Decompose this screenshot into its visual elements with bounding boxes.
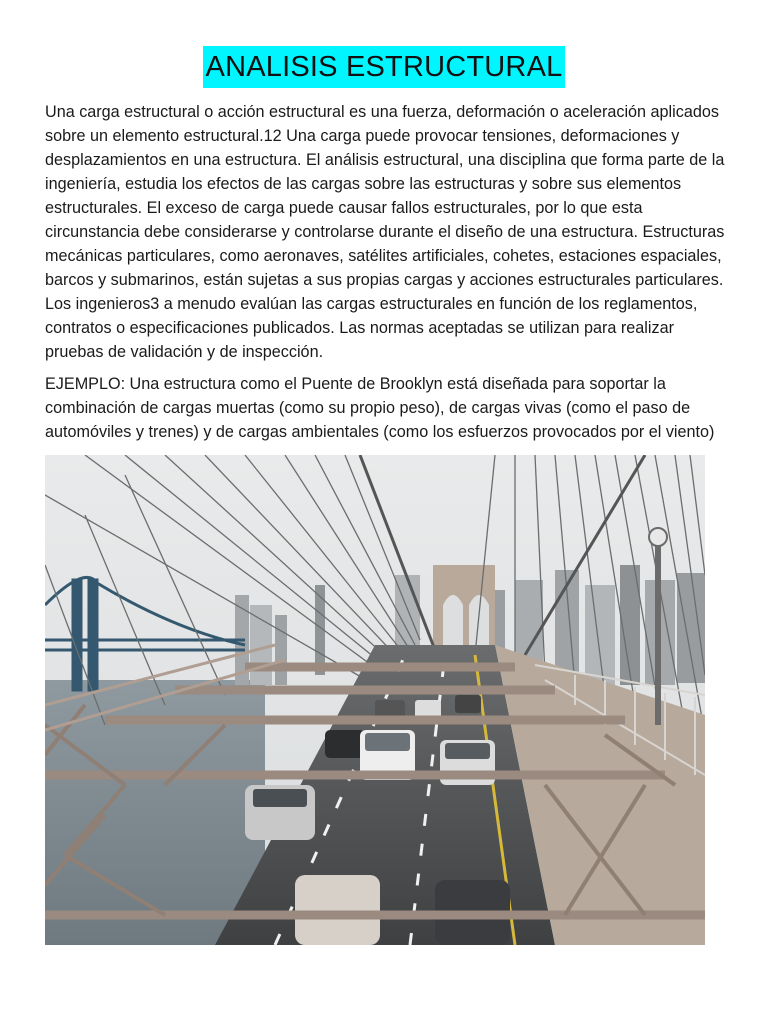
example-paragraph: EJEMPLO: Una estructura como el Puente de Brooklyn está diseñada para soportar la combinación de cargas muertas (como su propio peso), de cargas vivas (como el paso de automóviles y trenes) y de cargas ambientales (como los esfuerzos provocados por el viento) xyxy=(45,375,715,441)
title-container xyxy=(0,46,768,88)
brooklyn-bridge-photo xyxy=(45,455,705,945)
page-title: ANALISIS ESTRUCTURAL xyxy=(203,46,566,88)
lamp-post xyxy=(655,545,661,725)
intro-paragraph: Una carga estructural o acción estructural es una fuerza, deformación o aceleración aplicados sobre un elemento estructural.12 Una carga puede provocar tensiones, deformaciones y desplazamientos en una estructura. El análisis estructural, una disciplina que forma parte de la ingeniería, estudia los efectos de las cargas sobre las estructuras y sobre sus elementos estructurales. El exceso de carga puede causar fallos estructurales, por lo que esta circunstancia debe considerarse y controlarse durante el diseño de una estructura. Estructuras mecánicas particulares, como aeronaves, satélites artificiales, cohetes, estaciones espaciales, barcos y submarinos, están sujetas a sus propias cargas y acciones estructurales particulares. Los ingenieros3 a menudo evalúan las cargas estructurales en función de los reglamentos, contratos o especificaciones publicados. Las normas aceptadas se utilizan para realizar pruebas de validación y de inspección. xyxy=(45,103,725,361)
bridge-tower xyxy=(433,565,495,655)
